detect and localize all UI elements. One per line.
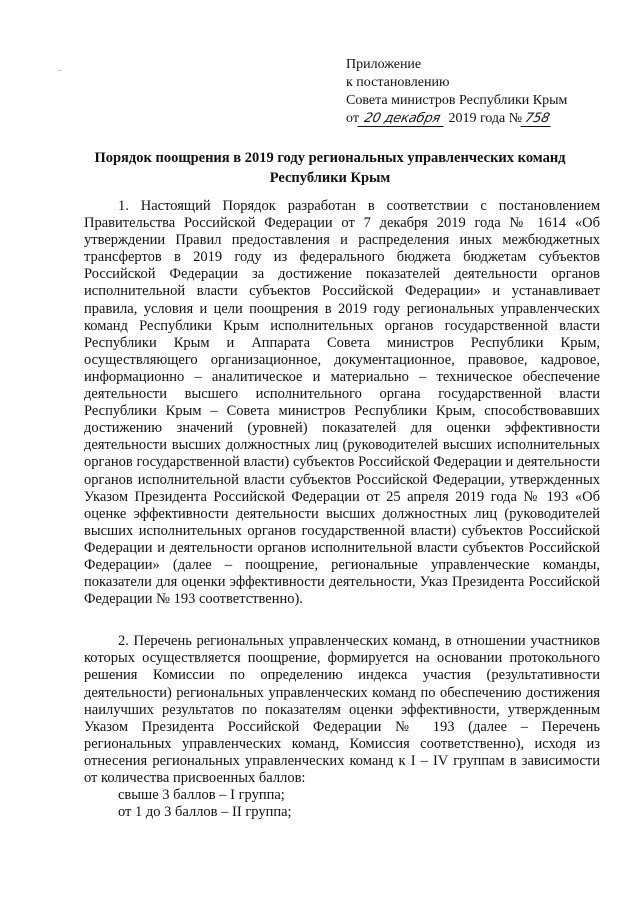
group-item-1: свыше 3 баллов – I группа;: [118, 787, 285, 804]
attachment-reference: к постановлению: [346, 75, 450, 90]
title-line-2: Республики Крым: [269, 170, 391, 186]
attachment-date-line: [346, 110, 616, 128]
paragraph-2: 2. Перечень региональных управленческих команд, в отношении участников которых осуществляется поощрение, формируется на основании протокольного решения Комиссии по определению индекса участия (результативности деятельности) региональных управленческих команд по обеспечению достижения наилучших результатов по показателям оценки эффективности, утвержденным Указом Президента Российской Федерации № 193 (далее – Перечень региональных управленческих команд, Комиссия соответственно), исходя из отнесения региональных управленческих команд к I – IV группам в зависимости от количества присвоенных баллов:: [84, 633, 600, 786]
attachment-label: Приложение: [346, 57, 422, 72]
scan-speck: [58, 70, 61, 71]
date-prefix: от: [346, 111, 359, 126]
handwritten-date: 20 декабря: [357, 112, 446, 127]
handwritten-number: 758: [521, 112, 554, 127]
document-title: [60, 148, 600, 188]
title-line-1: Порядок поощрения в 2019 году региональных управленческих команд: [94, 150, 566, 166]
document-body: [84, 198, 600, 821]
attachment-issuer: Совета министров Республики Крым: [346, 93, 568, 108]
group-item-2: от 1 до 3 баллов – II группа;: [118, 804, 292, 821]
attachment-header: [346, 56, 616, 128]
year-and-number-label: 2019 года №: [448, 111, 523, 126]
paragraph-1: 1. Настоящий Порядок разработан в соответствии с постановлением Правительства Российской Федерации от 7 декабря 2019 года № 1614 «Об утверждении Правил предоставления и распределения иных межбюджетных трансфертов в 2019 году из федерального бюджета бюджетам субъектов Российской Федерации за достижение показателей деятельности органов исполнительной власти субъектов Российской Федерации» и устанавливает правила, условия и цели поощрения в 2019 году региональных управленческих команд Республики Крым исполнительных органов государственной власти Республики Крым и Аппарата Совета министров Республики Крым, осуществляющего организационное, документационное, правовое, кадровое, информационно – аналитическое и материально – техническое обеспечение деятельности высшего исполнительного органа государственной власти Республики Крым – Совета министров Республики Крым, способствовавших достижению значений (уровней) показателей для оценки эффективности деятельности высших должностных лиц (руководителей высших исполнительных органов государственной власти) субъектов Российской Федерации и деятельности органов исполнительной власти субъектов Российской Федерации, утвержденных Указом Президента Российской Федерации от 25 апреля 2019 года № 193 «Об оценке эффективности деятельности высших должностных лиц (руководителей высших исполнительных органов государственной власти) субъектов Российской Федерации и деятельности органов исполнительной власти субъектов Российской Федерации» (далее – поощрение, региональные управленческие команды, показатели для оценки эффективности деятельности, Указ Президента Российской Федерации № 193 соответственно).: [84, 198, 600, 608]
